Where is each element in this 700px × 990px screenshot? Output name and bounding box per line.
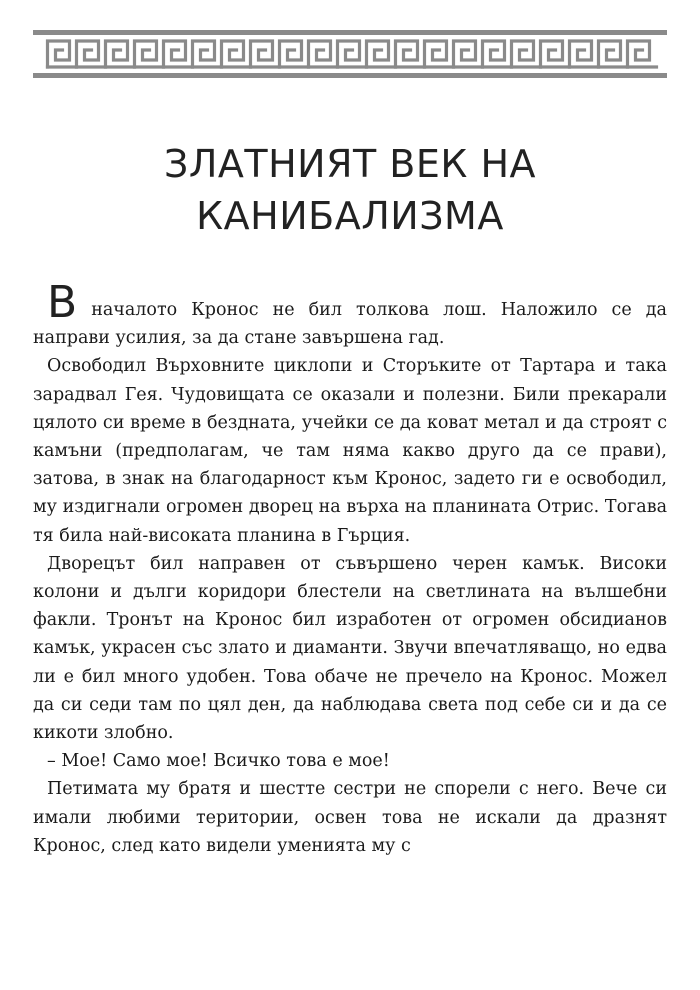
greek-key-unit — [541, 41, 563, 67]
greek-key-unit — [48, 41, 70, 67]
greek-key-unit — [599, 41, 621, 67]
chapter-title-line-1: ЗЛАТНИЯТ ВЕК НА — [163, 142, 537, 186]
greek-key-unit — [77, 41, 99, 67]
paragraph-5: Петимата му братя и шестте сестри не спорели с него. Вече си имали любими територии, освен това не искали да дразнят Кронос, след като видели уменията му с — [33, 779, 667, 856]
greek-key-unit — [425, 41, 447, 67]
greek-key-unit — [193, 41, 215, 67]
greek-key-unit — [396, 41, 418, 67]
greek-key-unit — [570, 41, 592, 67]
chapter-title — [40, 138, 660, 242]
paragraph-3: Дворецът бил направен от съвършено черен камък. Високи колони и дълги коридори блестели на светлината на вълшебни факли. Тронът на Кронос бил изработен от огромен обсидианов камък, украсен със злато и диаманти. Звучи впечатляващо, но едва ли е бил много удобен. Това обаче не пречело на Кронос. Можел да си седи там по цял ден, да наблюдава света под себе си и да се кикоти злобно. — [33, 553, 667, 744]
greek-key-unit — [280, 41, 302, 67]
greek-key-unit — [164, 41, 186, 67]
greek-key-unit — [251, 41, 273, 67]
greek-key-unit — [338, 41, 360, 67]
greek-key-unit — [106, 41, 128, 67]
chapter-body-text — [33, 277, 667, 860]
paragraph-1-text: началото Кронос не бил толкова лош. Наложило се да направи усилия, за да стане завършена гад. — [33, 300, 667, 349]
greek-key-unit — [512, 41, 534, 67]
greek-key-unit — [628, 41, 650, 67]
greek-key-ornament-icon — [33, 30, 667, 78]
paragraph-2: Освободил Върховните циклопи и Сторъките от Тартара и така зарадвал Гея. Чудовищата се оказали и полезни. Били прекарали цялото си време в бездната, учейки се да коват метал и да строят с камъни (предполагам, че там няма какво друго да се прави), затова, в знак на благодарност към Кронос, задето ги е освободил, му издигнали огромен дворец на върха на планината Отрис. Тогава тя била най-високата планина в Гърция. — [33, 356, 667, 546]
greek-key-unit — [454, 41, 476, 67]
paragraph-4-dialogue: – Мое! Само мое! Всичко това е мое! — [47, 751, 390, 772]
drop-cap: В — [47, 277, 78, 328]
greek-key-unit — [309, 41, 331, 67]
greek-key-unit — [483, 41, 505, 67]
paragraph-1 — [33, 277, 667, 352]
chapter-title-line-2: КАНИБАЛИЗМА — [196, 194, 504, 238]
greek-key-unit — [367, 41, 389, 67]
greek-key-unit — [135, 41, 157, 67]
greek-key-unit — [222, 41, 244, 67]
